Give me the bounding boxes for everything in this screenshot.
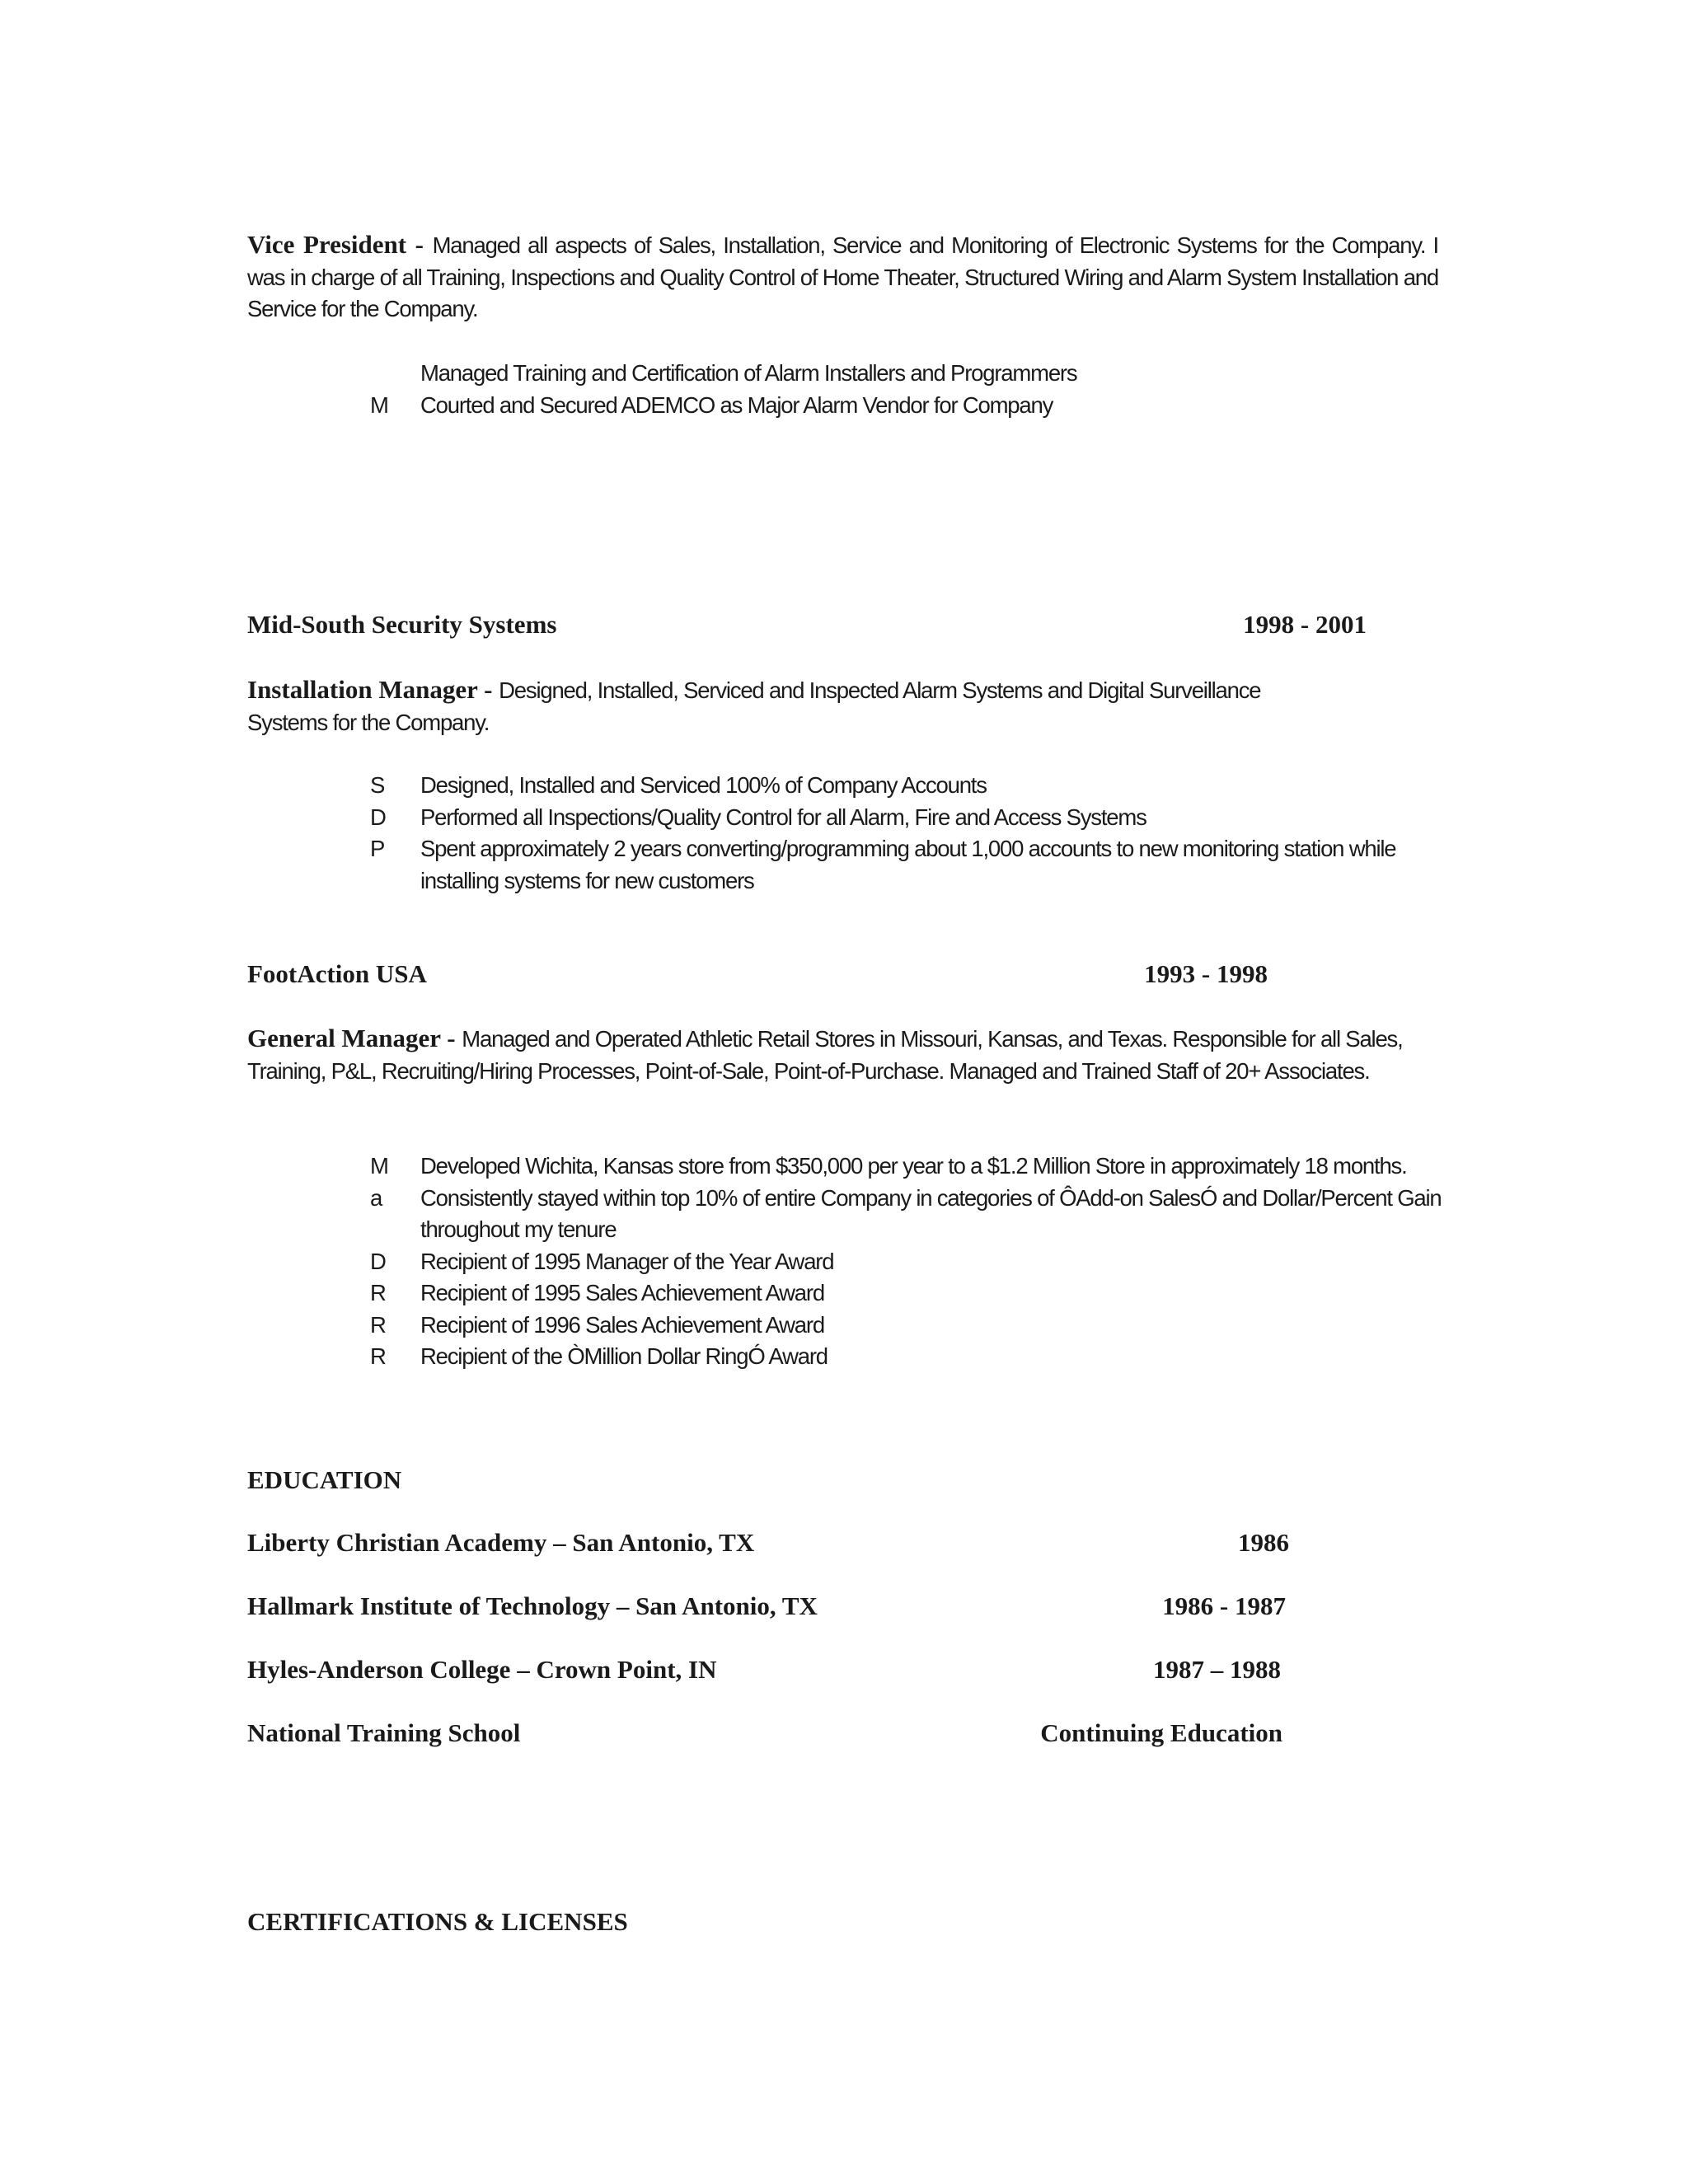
midsouth-title-separator: - — [477, 675, 499, 704]
education-dates: 1987 – 1988 — [1153, 1655, 1281, 1684]
footaction-bullet-list — [370, 1151, 1450, 1373]
vp-description: Managed all aspects of Sales, Installation, Service and Monitoring of Electronic Systems for the Company. I was in charge of all Training, Inspections and Quality Control of Home Theater, Structured Wiring and Alarm System Installation and Service for the Company. — [247, 232, 1438, 321]
bullet-text: Managed Training and Certification of Alarm Installers and Programmers — [420, 360, 1077, 386]
midsouth-company: Mid-South Security Systems — [247, 610, 557, 639]
bullet-marker: D — [370, 1248, 386, 1274]
midsouth-title: Installation Manager — [247, 675, 478, 704]
vp-bullet-list — [370, 358, 1450, 421]
bullet-text: Recipient of the ÒMillion Dollar RingÓ Award — [420, 1343, 828, 1369]
bullet-text: Recipient of 1996 Sales Achievement Award — [420, 1311, 824, 1338]
list-item — [370, 390, 1450, 422]
bullet-text: Designed, Installed and Serviced 100% of Company Accounts — [420, 772, 987, 798]
footaction-title: General Manager — [247, 1024, 441, 1052]
bullet-marker: a — [370, 1184, 382, 1211]
list-item — [370, 770, 1450, 802]
education-dates: 1986 - 1987 — [1162, 1591, 1286, 1620]
list-item — [370, 1151, 1450, 1183]
list-item — [370, 358, 1450, 390]
bullet-text: Developed Wichita, Kansas store from $350,000 per year to a $1.2 Million Store in approximately 18 months. — [420, 1153, 1407, 1179]
education-school: Liberty Christian Academy – San Antonio, TX — [247, 1528, 755, 1557]
education-dates: 1986 — [1238, 1528, 1289, 1557]
bullet-text: Consistently stayed within top 10% of entire Company in categories of ÔAdd-on SalesÓ and Dollar/Percent Gain throughout my tenure — [420, 1184, 1442, 1242]
midsouth-dates: 1998 - 2001 — [1243, 610, 1367, 639]
education-heading: EDUCATION — [247, 1465, 402, 1494]
bullet-text: Recipient of 1995 Manager of the Year Award — [420, 1248, 834, 1274]
education-school: Hallmark Institute of Technology – San Antonio, TX — [247, 1591, 818, 1620]
bullet-marker: M — [370, 391, 388, 418]
list-item — [370, 1183, 1450, 1246]
vp-title: Vice President — [247, 230, 407, 259]
bullet-text: Performed all Inspections/Quality Control for all Alarm, Fire and Access Systems — [420, 804, 1146, 830]
education-school: Hyles-Anderson College – Crown Point, IN — [247, 1655, 717, 1684]
list-item — [370, 1246, 1450, 1278]
midsouth-description: Designed, Installed, Serviced and Inspected Alarm Systems and Digital Surveillance Systems for the Company. — [247, 677, 1261, 735]
footaction-description: Managed and Operated Athletic Retail Stores in Missouri, Kansas, and Texas. Responsible for all Sales, Training, P&L, Recruiting/Hiring Processes, Point-of-Sale, Point-of-Purchase. Managed and Trained Staff of 20+ Associates. — [247, 1026, 1403, 1084]
vp-paragraph — [247, 229, 1438, 326]
footaction-paragraph — [247, 1023, 1434, 1087]
footaction-dates: 1993 - 1998 — [1144, 959, 1268, 988]
list-item — [370, 833, 1450, 897]
vp-title-separator: - — [406, 230, 433, 259]
bullet-marker: M — [370, 1153, 388, 1179]
bullet-marker: R — [370, 1280, 386, 1305]
list-item — [370, 802, 1450, 834]
bullet-marker: P — [370, 836, 385, 861]
bullet-text: Spent approximately 2 years converting/programming about 1,000 accounts to new monitoring station while installing systems for new customers — [420, 836, 1396, 893]
footaction-title-separator: - — [440, 1024, 462, 1052]
footaction-company: FootAction USA — [247, 959, 427, 988]
list-item — [370, 1341, 1450, 1373]
list-item — [370, 1277, 1450, 1310]
education-dates: Continuing Education — [1040, 1718, 1282, 1747]
list-item — [370, 1310, 1450, 1342]
education-school: National Training School — [247, 1718, 521, 1747]
bullet-text: Courted and Secured ADEMCO as Major Alarm Vendor for Company — [420, 391, 1053, 418]
bullet-marker: D — [370, 804, 386, 830]
bullet-marker: S — [370, 772, 385, 798]
certifications-heading: CERTIFICATIONS & LICENSES — [247, 1907, 628, 1936]
bullet-text: Recipient of 1995 Sales Achievement Award — [420, 1280, 824, 1305]
midsouth-bullet-list — [370, 770, 1450, 897]
bullet-marker: R — [370, 1311, 386, 1338]
bullet-marker: R — [370, 1343, 386, 1369]
midsouth-paragraph — [247, 674, 1319, 738]
